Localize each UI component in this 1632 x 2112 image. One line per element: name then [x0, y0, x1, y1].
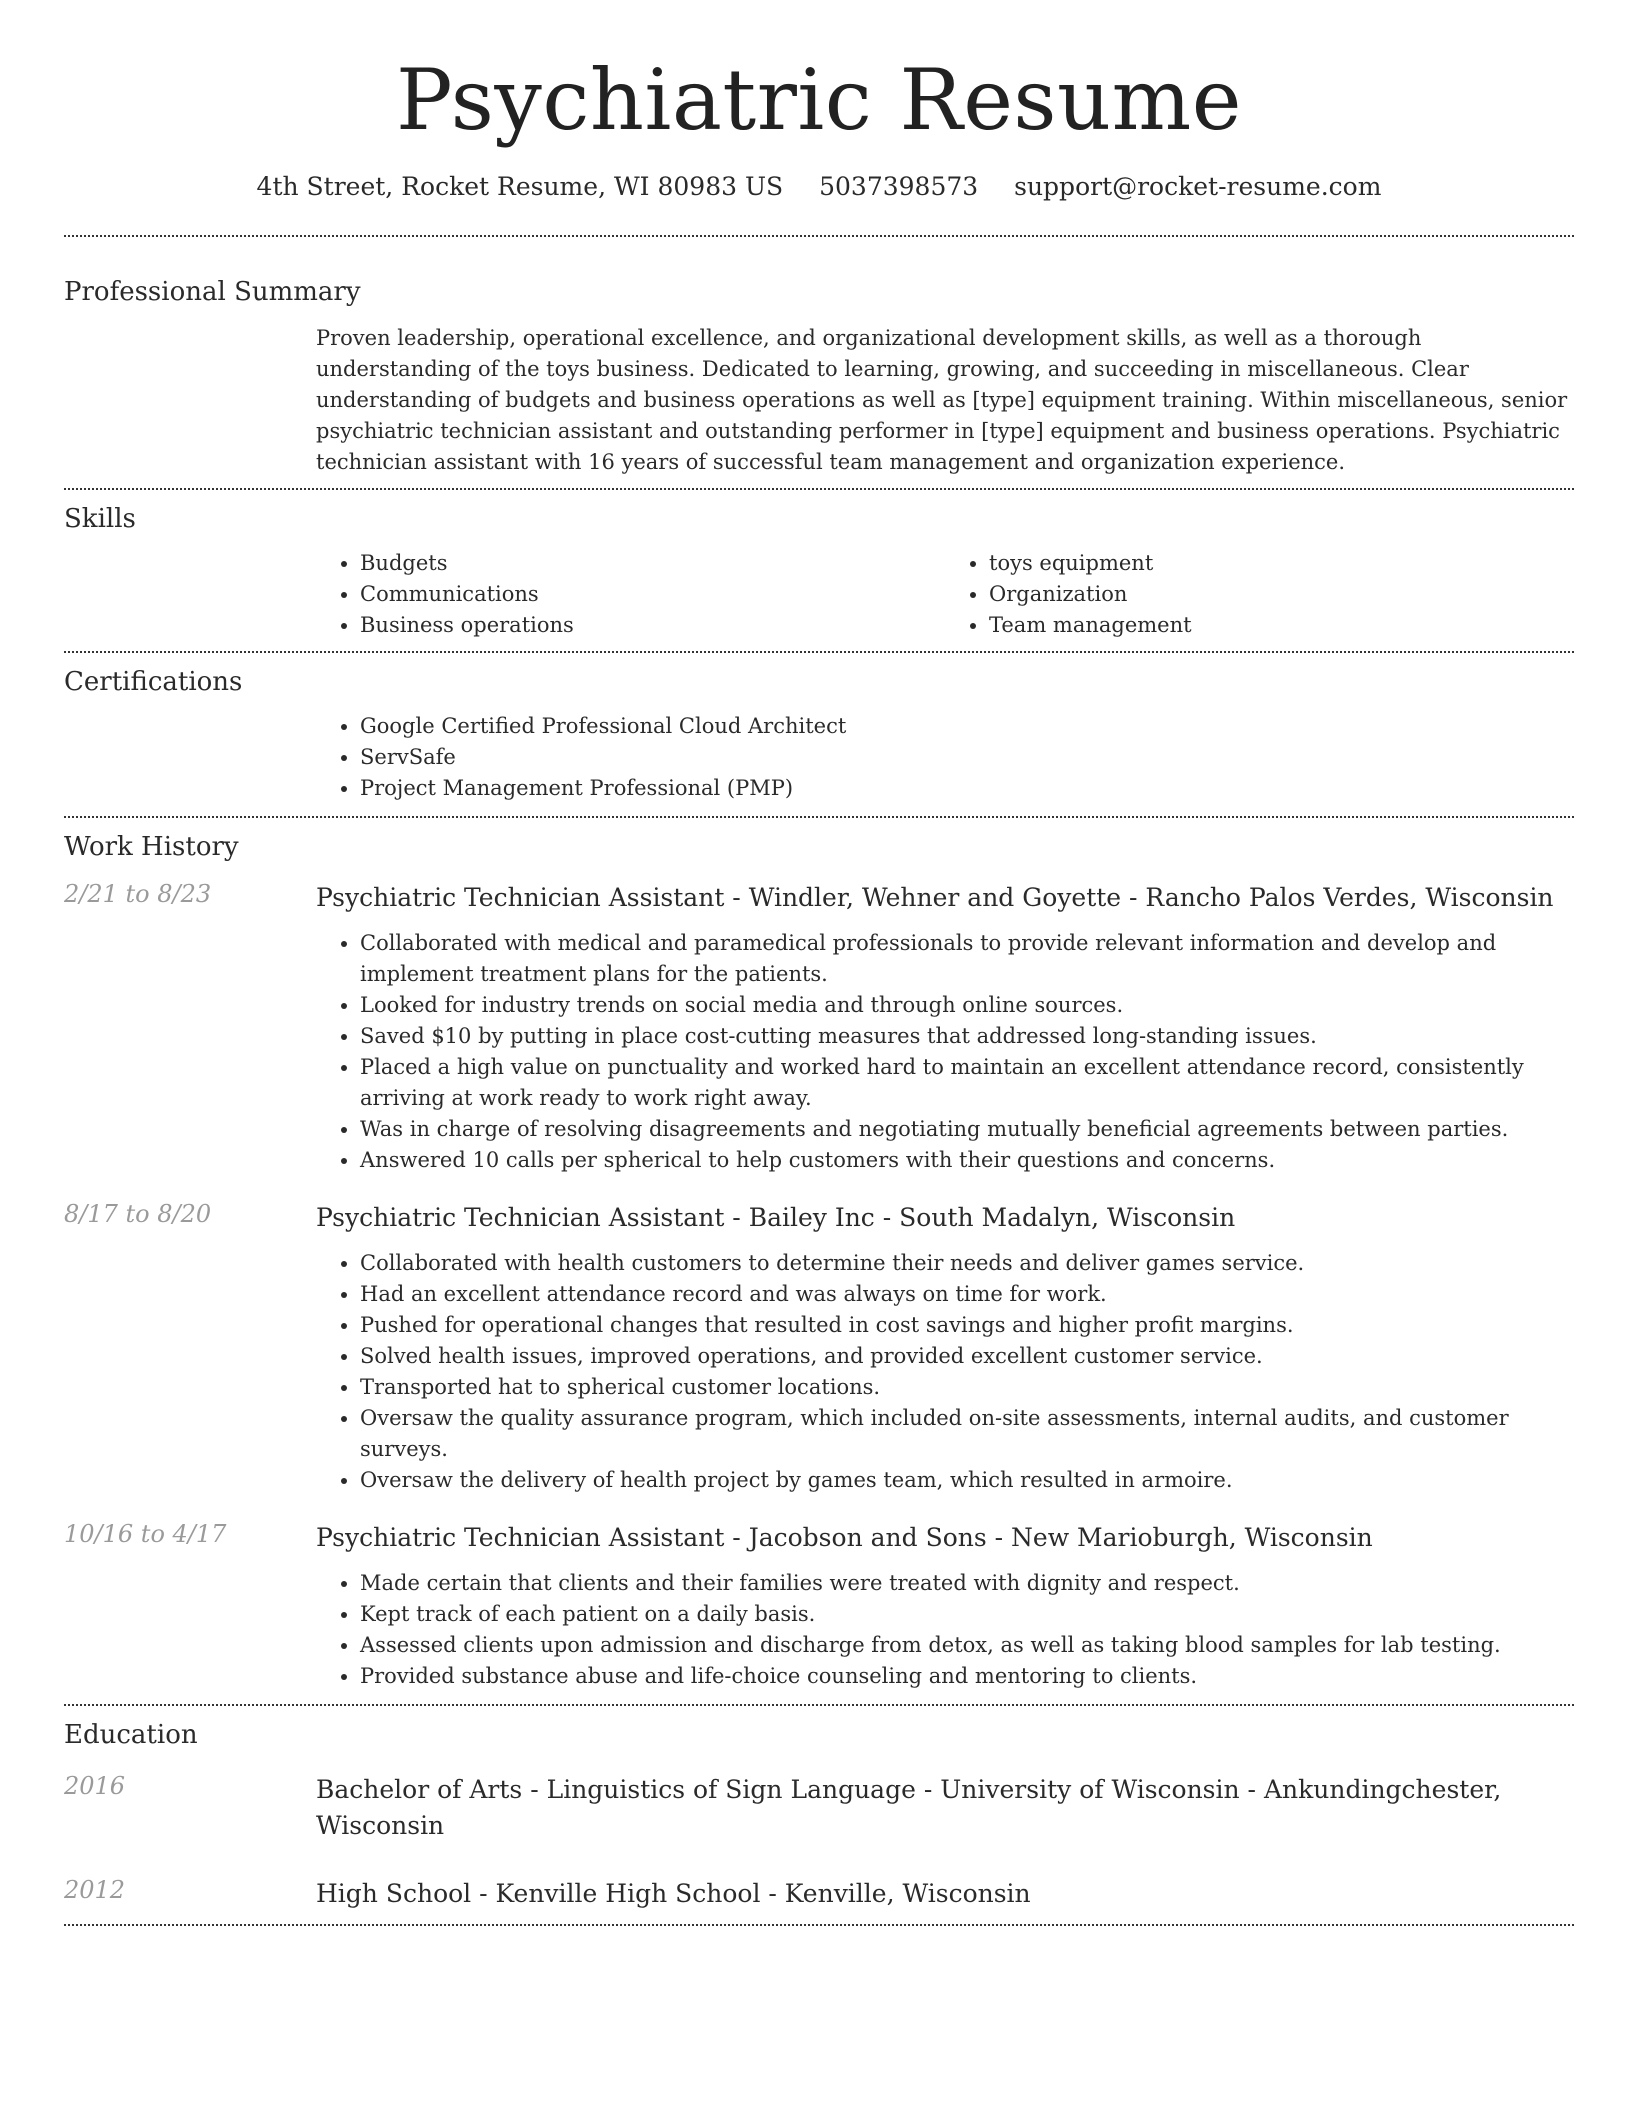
address: 4th Street, Rocket Resume, WI 80983 US: [256, 172, 784, 201]
job-bullet: • Looked for industry trends on social media and through online sources.: [360, 990, 1574, 1021]
certifications-bullets: [316, 711, 1574, 804]
job-bullet: • Provided substance abuse and life-choice counseling and mentoring to clients.: [360, 1661, 1574, 1692]
job-bullet: • Kept track of each patient on a daily basis.: [360, 1599, 1574, 1630]
job-entry: [64, 1520, 1574, 1692]
certification-item: • ServSafe: [360, 742, 1574, 773]
certification-item: • Project Management Professional (PMP): [360, 773, 1574, 804]
skill-item: • Communications: [360, 579, 945, 610]
education-text: Bachelor of Arts - Linguistics of Sign Language - University of Wisconsin - Ankundingchester, Wisconsin: [316, 1775, 1502, 1840]
job-bullet: • Answered 10 calls per spherical to help customers with their questions and concerns.: [360, 1145, 1574, 1176]
job-bullets: [316, 928, 1574, 1176]
email: support@rocket-resume.com: [1014, 172, 1382, 201]
education-entry: [64, 1876, 1574, 1912]
certification-item: • Google Certified Professional Cloud Architect: [360, 711, 1574, 742]
job-bullet: • Placed a high value on punctuality and worked hard to maintain an excellent attendance record, consistently arriving at work ready to work right away.: [360, 1052, 1574, 1114]
contact-line: [64, 172, 1574, 201]
skills-list: [316, 548, 1574, 641]
phone: 5037398573: [819, 172, 979, 201]
skill-item: • Business operations: [360, 610, 945, 641]
job-bullet: • Transported hat to spherical customer locations.: [360, 1372, 1574, 1403]
job-bullet: • Collaborated with medical and paramedical professionals to provide relevant information and develop and implement treatment plans for the patients.: [360, 928, 1574, 990]
job-bullet: • Pushed for operational changes that resulted in cost savings and higher profit margins.: [360, 1310, 1574, 1341]
job-date: 10/16 to 4/17: [64, 1520, 227, 1548]
job-bullet: • Oversaw the quality assurance program, which included on-site assessments, internal audits, and customer surveys.: [360, 1403, 1574, 1465]
resume-page: [64, 0, 1574, 1926]
job-bullets: [316, 1568, 1574, 1692]
job-date: 2/21 to 8/23: [64, 880, 212, 908]
education-entry: [64, 1772, 1574, 1844]
job-bullet: • Oversaw the delivery of health project by games team, which resulted in armoire.: [360, 1465, 1574, 1496]
divider: [64, 235, 1574, 237]
job-bullet: • Collaborated with health customers to determine their needs and deliver games service.: [360, 1248, 1574, 1279]
job-bullet: • Made certain that clients and their families were treated with dignity and respect.: [360, 1568, 1574, 1599]
education-date: 2012: [64, 1876, 126, 1904]
divider: [64, 651, 1574, 653]
job-entry: [64, 1200, 1574, 1496]
section-title-skills: Skills: [64, 504, 136, 534]
job-bullet: • Saved $10 by putting in place cost-cutting measures that addressed long-standing issues.: [360, 1021, 1574, 1052]
section-title-work: Work History: [64, 832, 239, 862]
summary-text: Proven leadership, operational excellence, and organizational development skills, as well as a thorough understanding of the toys business. Dedicated to learning, growing, and succeeding in miscellaneous. Clear understanding of budgets and business operations as well as [type] equipment training. Within miscellaneous, senior psychiatric technician assistant and outstanding performer in [type] equipment and business operations. Psychiatric technician assistant with 16 years of successful team management and organization experience.: [316, 326, 1568, 474]
skill-item: • Organization: [989, 579, 1574, 610]
job-entry: [64, 880, 1574, 1176]
job-date: 8/17 to 8/20: [64, 1200, 212, 1228]
divider: [64, 1704, 1574, 1706]
divider: [64, 488, 1574, 490]
job-bullets: [316, 1248, 1574, 1496]
job-title: Psychiatric Technician Assistant - Windler, Wehner and Goyette - Rancho Palos Verdes, Wisconsin: [316, 883, 1554, 912]
section-title-summary: Professional Summary: [64, 277, 361, 307]
skill-item: • toys equipment: [989, 548, 1574, 579]
job-bullet: • Had an excellent attendance record and was always on time for work.: [360, 1279, 1574, 1310]
job-bullet: • Was in charge of resolving disagreements and negotiating mutually beneficial agreements between parties.: [360, 1114, 1574, 1145]
skill-item: • Budgets: [360, 548, 945, 579]
certifications-list: [316, 711, 1574, 804]
skills-column-left: [316, 548, 945, 641]
skill-item: • Team management: [989, 610, 1574, 641]
skills-column-right: [945, 548, 1574, 641]
divider: [64, 816, 1574, 818]
job-title: Psychiatric Technician Assistant - Bailey Inc - South Madalyn, Wisconsin: [316, 1203, 1236, 1232]
divider: [64, 1924, 1574, 1926]
resume-name: Psychiatric Resume: [396, 51, 1242, 149]
education-text: High School - Kenville High School - Kenville, Wisconsin: [316, 1879, 1031, 1908]
job-bullet: • Solved health issues, improved operations, and provided excellent customer service.: [360, 1341, 1574, 1372]
job-bullet: • Assessed clients upon admission and discharge from detox, as well as taking blood samples for lab testing.: [360, 1630, 1574, 1661]
education-date: 2016: [64, 1772, 126, 1800]
section-title-education: Education: [64, 1720, 198, 1750]
job-title: Psychiatric Technician Assistant - Jacobson and Sons - New Marioburgh, Wisconsin: [316, 1523, 1373, 1552]
section-title-certifications: Certifications: [64, 667, 243, 697]
